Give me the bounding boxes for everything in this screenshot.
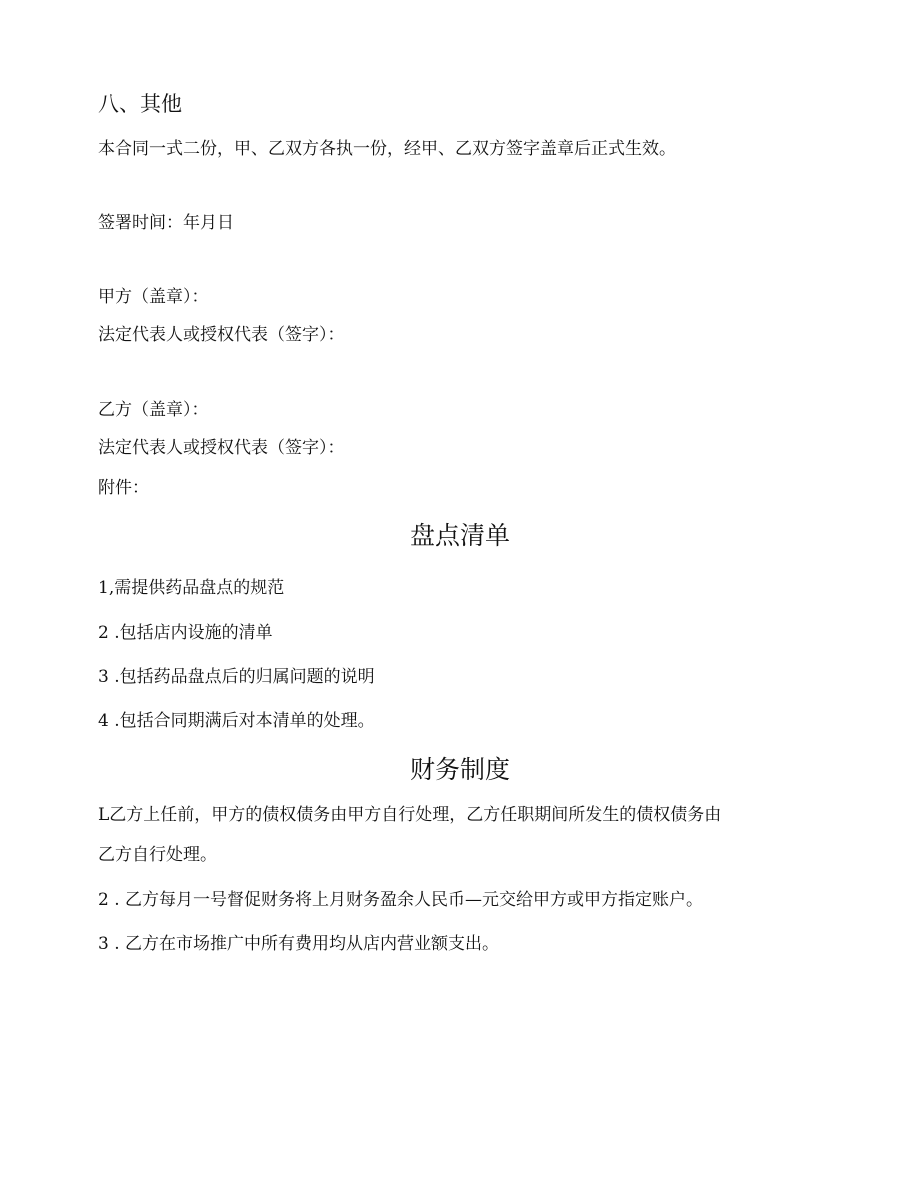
- inventory-list-item: 4 .包括合同期满后对本清单的处理。: [98, 711, 375, 731]
- finance-item-1-line-1: L乙方上任前，甲方的债权债务由甲方自行处理，乙方任职期间所发生的债权债务由: [98, 805, 722, 825]
- inventory-list-item: 3 .包括药品盘点后的归属问题的说明: [98, 667, 375, 687]
- finance-item-2: 2 . 乙方每月一号督促财务将上月财务盈余人民币—元交给甲方或甲方指定账户。: [98, 890, 704, 910]
- party-b-representative-label: 法定代表人或授权代表（签字）：: [98, 438, 345, 458]
- inventory-list-title: 盘点清单: [409, 521, 510, 550]
- attachment-label: 附件：: [98, 478, 149, 498]
- inventory-list-item: 2 .包括店内设施的清单: [98, 623, 273, 643]
- finance-system-title: 财务制度: [409, 755, 510, 784]
- finance-item-3: 3 . 乙方在市场推广中所有费用均从店内营业额支出。: [98, 934, 500, 954]
- section-heading-other: 八、其他: [98, 92, 182, 116]
- sign-time-label: 签署时间：年月日: [98, 213, 234, 233]
- party-a-seal-label: 甲方（盖章）：: [98, 287, 209, 307]
- inventory-list-item: 1,需提供药品盘点的规范: [98, 578, 285, 598]
- finance-item-1-line-2: 乙方自行处理。: [98, 845, 217, 865]
- party-b-seal-label: 乙方（盖章）：: [98, 400, 209, 420]
- party-a-representative-label: 法定代表人或授权代表（签字）：: [98, 325, 345, 345]
- contract-copies-paragraph: 本合同一式二份，甲、乙双方各执一份，经甲、乙双方签字盖章后正式生效。: [98, 139, 676, 159]
